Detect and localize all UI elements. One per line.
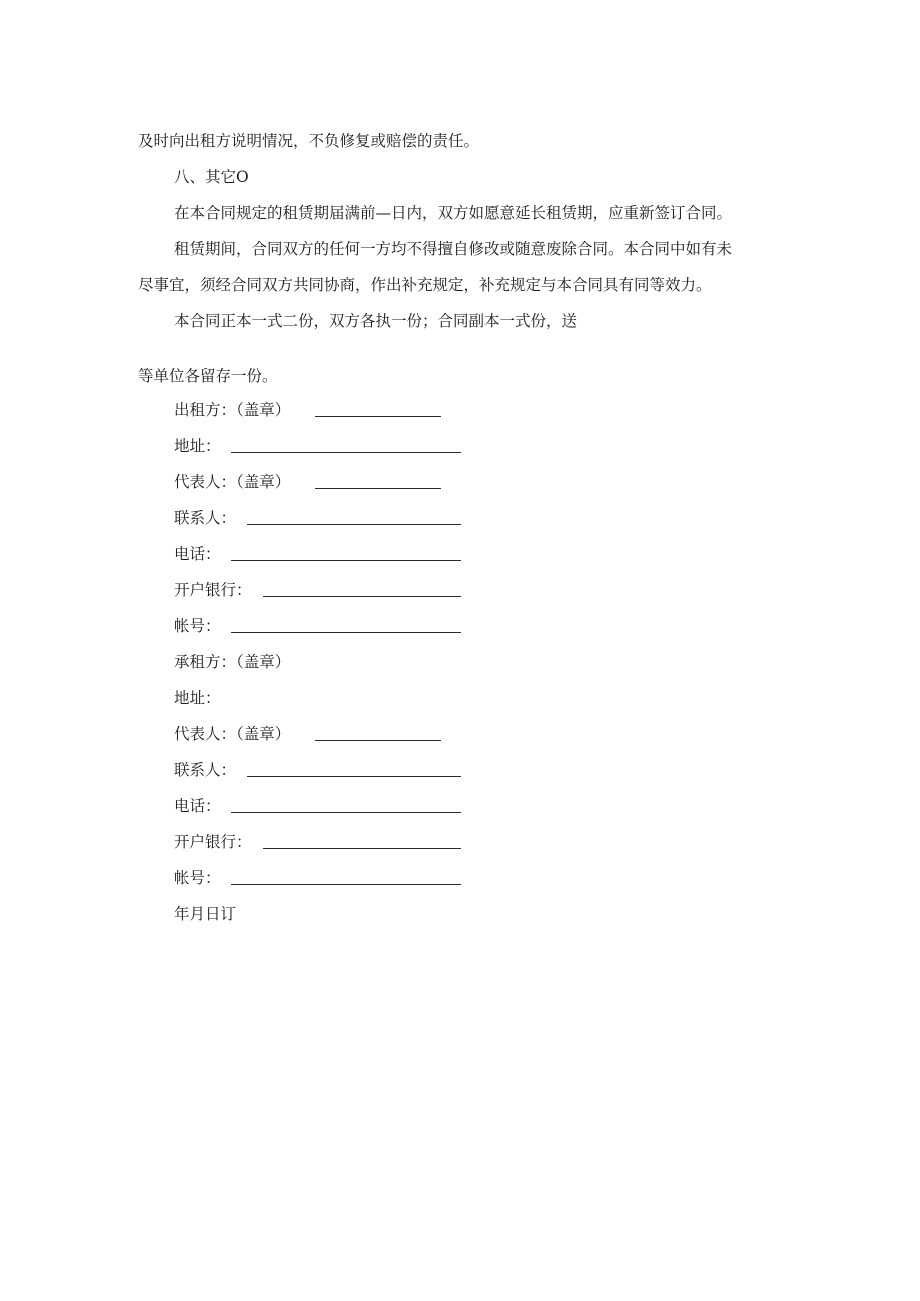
lessor-representative-label: 代表人：（盖章） — [174, 473, 291, 491]
paragraph-modification-line1: 租赁期间，合同双方的任何一方均不得擅自修改或随意废除合同。本合同中如有未 — [174, 240, 733, 258]
paragraph-copies-line2: 等单位各留存一份。 — [138, 367, 278, 385]
lessor-bank-label: 开户银行： — [174, 581, 252, 599]
lessor-account-label: 帐号： — [174, 617, 221, 635]
lessor-contact-label: 联系人： — [174, 509, 237, 527]
lessee-bank-blank[interactable] — [263, 848, 461, 849]
lessee-representative-blank[interactable] — [315, 740, 441, 741]
lessor-address-blank[interactable] — [231, 452, 461, 453]
lessee-bank-label: 开户银行： — [174, 833, 252, 851]
lessee-address-label: 地址： — [174, 689, 221, 707]
lessor-name-label: 出租方：（盖章） — [174, 401, 291, 419]
lessee-account-label: 帐号： — [174, 869, 221, 887]
lessee-name-label: 承租方：（盖章） — [174, 653, 291, 671]
lessor-account-blank[interactable] — [231, 632, 461, 633]
lessee-contact-blank[interactable] — [247, 776, 461, 777]
lessor-phone-label: 电话： — [174, 545, 221, 563]
paragraph-renewal: 在本合同规定的租赁期届满前—日内，双方如愿意延长租赁期，应重新签订合同。 — [174, 204, 733, 222]
signing-date: 年月日订 — [174, 905, 237, 923]
lessee-phone-label: 电话： — [174, 797, 221, 815]
lessor-bank-blank[interactable] — [263, 596, 461, 597]
paragraph-repair-clause: 及时向出租方说明情况，不负修复或赔偿的责任。 — [138, 132, 480, 150]
lessor-address-label: 地址： — [174, 437, 221, 455]
paragraph-modification-line2: 尽事宜，须经合同双方共同协商，作出补充规定，补充规定与本合同具有同等效力。 — [138, 276, 712, 294]
lessor-name-blank[interactable] — [315, 416, 441, 417]
lessee-account-blank[interactable] — [231, 884, 461, 885]
lessee-representative-label: 代表人：（盖章） — [174, 725, 291, 743]
lessor-phone-blank[interactable] — [231, 560, 461, 561]
section-heading-other: 八、其它O — [174, 168, 249, 186]
lessor-representative-blank[interactable] — [315, 488, 441, 489]
paragraph-copies-line1: 本合同正本一式二份，双方各执一份；合同副本一式份，送 — [174, 312, 578, 330]
lessee-phone-blank[interactable] — [231, 812, 461, 813]
lessor-contact-blank[interactable] — [247, 524, 461, 525]
lessee-contact-label: 联系人： — [174, 761, 237, 779]
